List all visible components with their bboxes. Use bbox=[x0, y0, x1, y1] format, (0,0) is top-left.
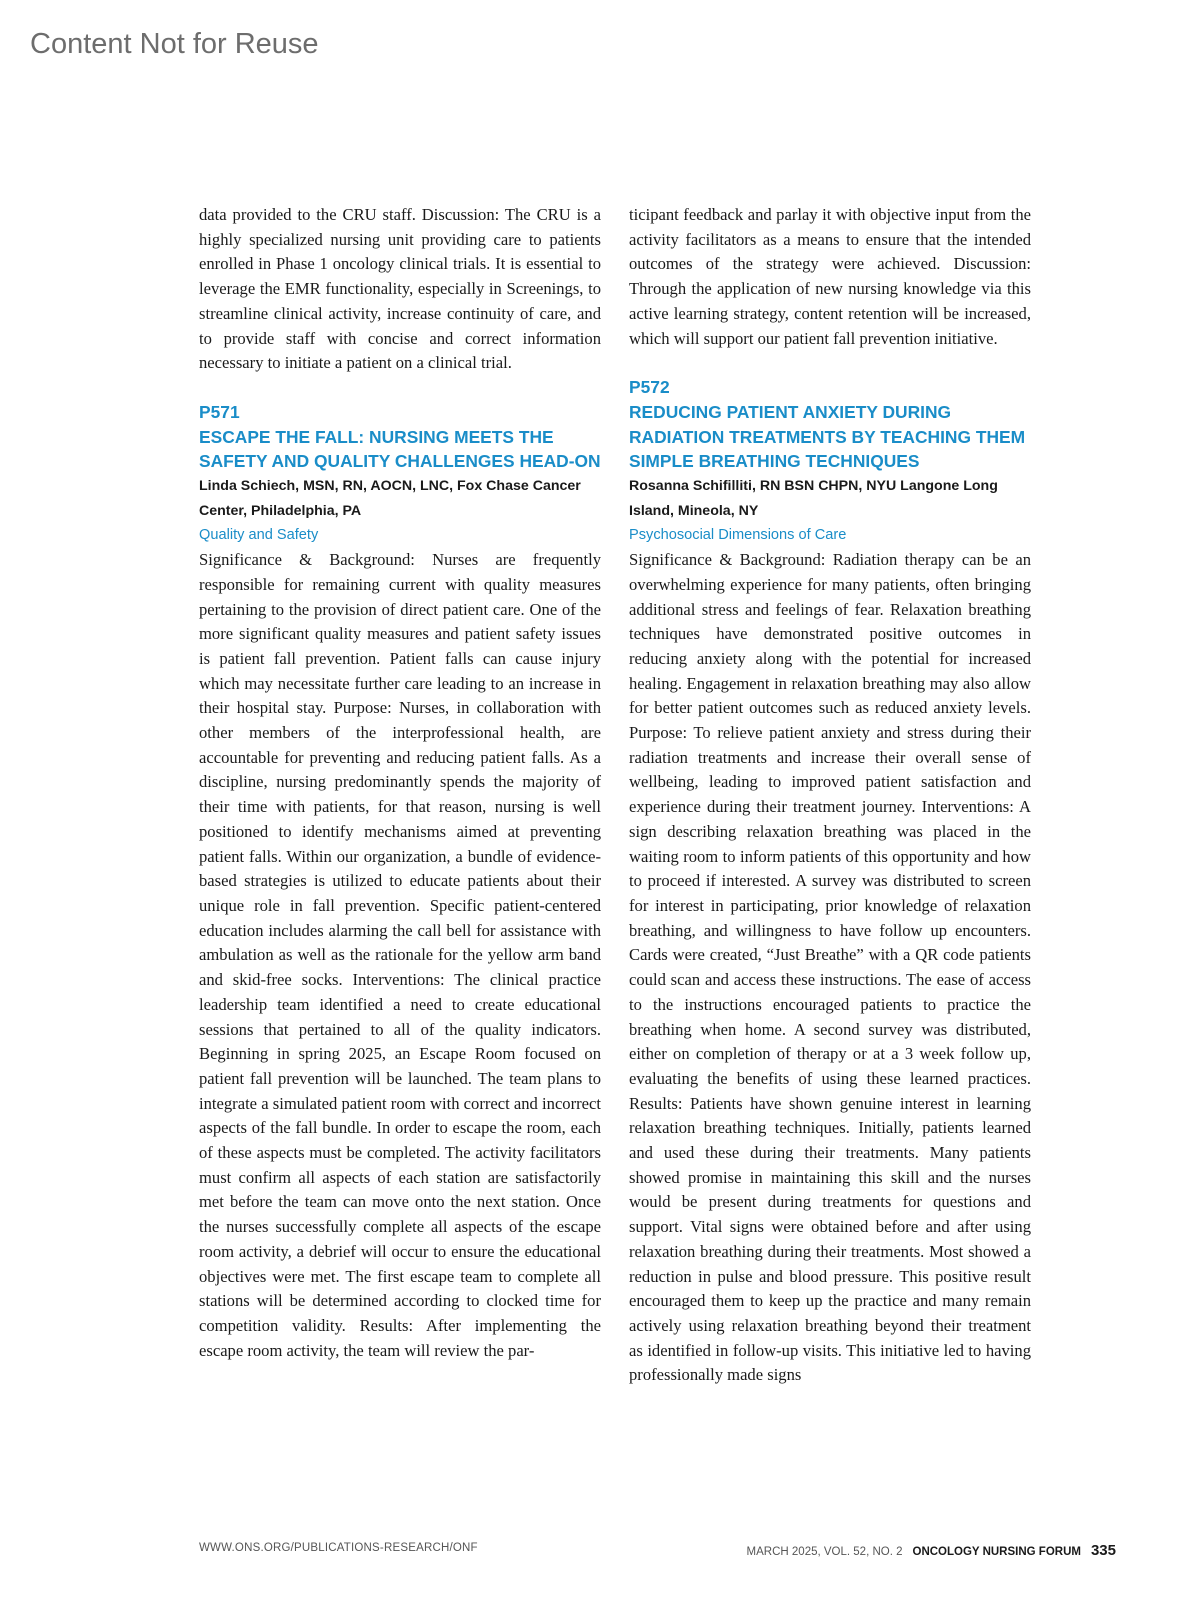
abstract-body: Significance & Background: Nurses are frequently responsible for remaining current with quality measures pertaining to the provision of direct patient care. One of the more significant quality measures and patient safety issues is patient fall prevention. Patient falls can cause injury which may necessitate further care leading to an increase in their hospital stay. Purpose: Nurses, in collaboration with other members of the interprofessional health, are accountable for preventing and reducing patient falls. As a discipline, nursing predominantly spends the majority of their time with patients, for that reason, nursing is well positioned to identify mechanisms aimed at preventing patient falls. Within our organization, a bundle of evidence-based strategies is utilized to educate patients about their unique role in fall prevention. Specific patient-centered education includes alarming the call bell for assistance with ambulation as well as the rationale for the yellow arm band and skid-free socks. Interventions: The clinical practice leadership team identified a need to create educational sessions that pertained to all of the quality indicators. Beginning in spring 2025, an Escape Room focused on patient fall prevention will be launched. The team plans to integrate a simulated patient room with correct and incorrect aspects of the fall bundle. In order to escape the room, each of these aspects must be completed. The activity facilitators must confirm all aspects of each station are satisfactorily met before the team can move onto the next station. Once the nurses successfully complete all aspects of the escape room activity, a debrief will occur to ensure the educational objectives were met. The first escape team to complete all stations will be determined according to clocked time for competition validity. Results: After implementing the escape room activity, the team will review the par- bbox=[199, 550, 601, 1360]
page-number: 335 bbox=[1090, 1542, 1116, 1559]
watermark: Content Not for Reuse bbox=[30, 28, 319, 60]
abstract-category: Quality and Safety bbox=[199, 527, 319, 544]
continuation-text: ticipant feedback and parlay it with objective input from the activity facilitators as a means to ensure that the intended outcomes of the strategy were achieved. Discussion: Through the application of new nursing knowledge via this active learning strategy, content retention will be increased, which will support our patient fall prevention initiative. bbox=[629, 205, 1031, 348]
abstract-id: P571 bbox=[199, 401, 240, 422]
abstract-p572 bbox=[629, 375, 1031, 1388]
footer-journal: ONCOLOGY NURSING FORUM bbox=[912, 1546, 1081, 1558]
left-column bbox=[199, 203, 601, 1363]
footer-issue: MARCH 2025, VOL. 52, NO. 2 bbox=[746, 1546, 903, 1558]
abstract-title: ESCAPE THE FALL: NURSING MEETS THE SAFETY AND QUALITY CHALLENGES HEAD-ON bbox=[199, 426, 601, 472]
abstract-authors: Rosanna Schifilliti, RN BSN CHPN, NYU Langone Long Island, Mineola, NY bbox=[629, 478, 998, 519]
abstract-authors: Linda Schiech, MSN, RN, AOCN, LNC, Fox Chase Cancer Center, Philadelphia, PA bbox=[199, 478, 581, 519]
continuation-text: data provided to the CRU staff. Discussion: The CRU is a highly specialized nursing unit providing care to patients enrolled in Phase 1 oncology clinical trials. It is essential to leverage the EMR functionality, especially in Screenings, to streamline clinical activity, increase continuity of care, and to provide staff with concise and correct information necessary to initiate a patient on a clinical trial. bbox=[199, 205, 601, 373]
abstract-body: Significance & Background: Radiation therapy can be an overwhelming experience for many patients, often bringing additional stress and feelings of fear. Relaxation breathing techniques have demonstrated positive outcomes in reducing anxiety along with the potential for increased healing. Engagement in relaxation breathing may also allow for better patient outcomes such as reduced anxiety levels. Purpose: To relieve patient anxiety and stress during their radiation treatments and increase their overall sense of wellbeing, leading to improved patient satisfaction and experience during their treatment journey. Interventions: A sign describing relaxation breathing was placed in the waiting room to inform patients of this opportunity and how to proceed if interested. A survey was distributed to screen for interest in participating, prior knowledge of relaxation breathing, and willingness to have follow up encounters. Cards were created, “Just Breathe” with a QR code patients could scan and access these instructions. The ease of access to the instructions encouraged patients to practice the breathing when home. A second survey was distributed, either on completion of therapy or at a 3 week follow up, evaluating the benefits of using these learned practices. Results: Patients have shown genuine interest in learning relaxation breathing techniques. Initially, patients learned and used these during their treatments. Many patients showed promise in maintaining this skill and the nurses would be present during treatments for questions and support. Vital signs were obtained before and after using relaxation breathing during their treatments. Most showed a reduction in pulse and blood pressure. This positive result encouraged them to keep up the practice and many remain actively using relaxation breathing beyond their treatment as identified in follow-up visits. This initiative led to having professionally made signs bbox=[629, 550, 1031, 1385]
right-column bbox=[629, 203, 1031, 1388]
footer-url[interactable]: WWW.ONS.ORG/PUBLICATIONS-RESEARCH/ONF bbox=[199, 1542, 478, 1554]
abstract-id: P572 bbox=[629, 377, 670, 398]
footer-right bbox=[747, 1542, 1116, 1559]
abstract-category: Psychosocial Dimensions of Care bbox=[629, 527, 847, 544]
abstract-title: REDUCING PATIENT ANXIETY DURING RADIATION TREATMENTS BY TEACHING THEM SIMPLE BREATHING TECHNIQUES bbox=[629, 401, 1026, 472]
abstract-p571 bbox=[199, 400, 601, 1363]
